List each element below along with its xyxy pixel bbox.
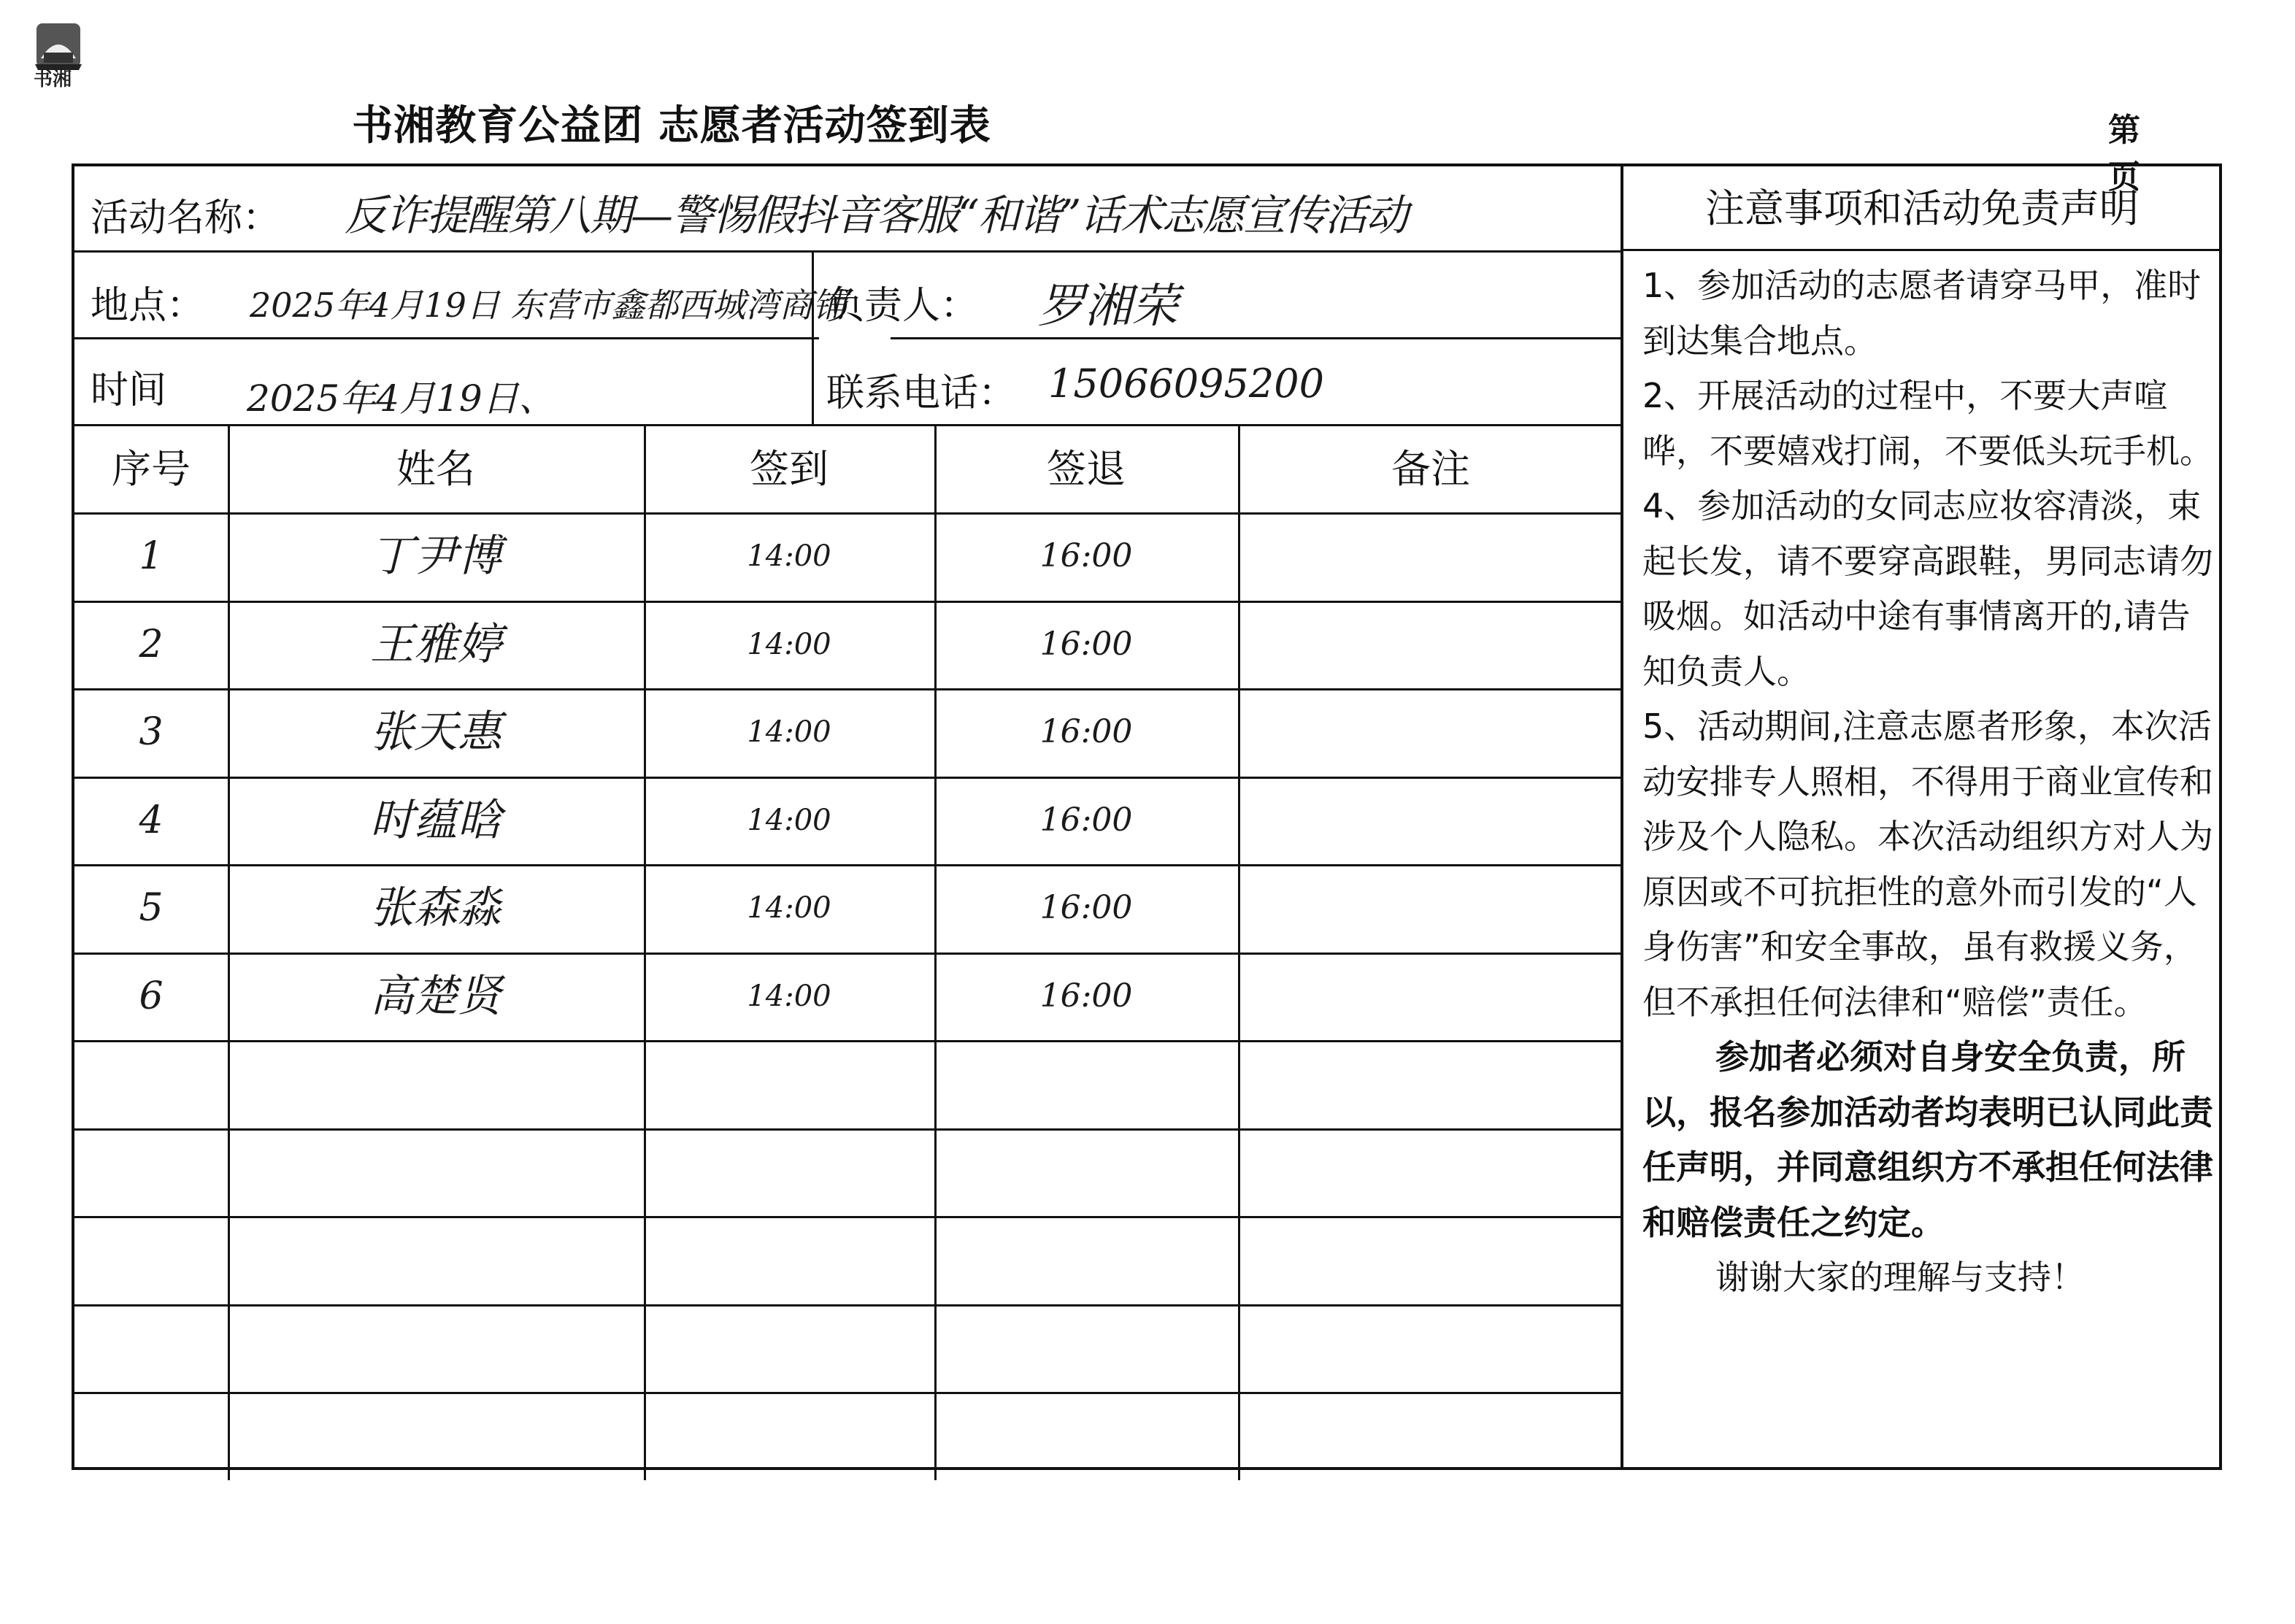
thanks-text: 谢谢大家的理解与支持！ xyxy=(1715,1258,2085,1297)
sign-out-time xyxy=(934,1128,1238,1217)
volunteer-name: 张天惠 xyxy=(370,707,501,758)
phone-divider xyxy=(812,339,814,426)
volunteer-name xyxy=(228,1392,644,1480)
sign-out-time: 16:00 xyxy=(1039,889,1133,926)
sign-in-time: 14:00 xyxy=(747,891,831,925)
volunteer-name: 丁尹博 xyxy=(370,531,501,582)
activity-name-label: 活动名称： xyxy=(91,196,281,240)
leader-divider xyxy=(812,253,814,339)
row-number: 2 xyxy=(139,622,164,666)
row-number: 5 xyxy=(139,886,164,930)
sign-in-time xyxy=(644,1040,934,1128)
time-label: 时间 xyxy=(91,369,167,412)
volunteer-name: 高楚贤 xyxy=(370,970,501,1022)
leader-value: 罗湘荣 xyxy=(1038,280,1178,334)
phone-label: 联系电话： xyxy=(826,372,1017,415)
sign-in-time: 14:00 xyxy=(747,715,831,749)
row-note xyxy=(1238,1128,1623,1217)
sign-in-time xyxy=(644,1216,934,1304)
row-number: 4 xyxy=(139,798,164,842)
note-item-4: 4、参加活动的女同志应妆容清淡，束起长发，请不要穿高跟鞋，男同志请勿吸烟。如活动中途有事情离开的,请告知负责人。 xyxy=(1642,486,2213,691)
row-number xyxy=(74,1392,228,1480)
note-item-2: 2、开展活动的过程中，不要大声喧哗，不要嬉戏打闹，不要低头玩手机。 xyxy=(1642,376,2213,471)
sign-in-sheet xyxy=(72,163,2222,1470)
volunteer-name xyxy=(228,1128,644,1217)
sign-out-time: 16:00 xyxy=(1039,801,1133,839)
header-name: 姓名 xyxy=(396,446,475,492)
row-number xyxy=(74,1128,228,1217)
sign-in-time: 14:00 xyxy=(747,803,831,837)
row-note xyxy=(1238,1040,1623,1128)
activity-row xyxy=(74,166,1621,253)
sign-out-time xyxy=(934,1216,1238,1304)
sign-in-time: 14:00 xyxy=(747,539,831,573)
volunteer-name xyxy=(228,1304,644,1393)
time-row xyxy=(74,339,1621,426)
leader-label: 负责人： xyxy=(826,284,979,328)
sign-out-time: 16:00 xyxy=(1039,713,1133,750)
safety-statement: 参加者必须对自身安全负责，所以，报名参加活动者均表明已认同此责任声明，并同意组织方不承担任何法律和赔偿责任之约定。 xyxy=(1642,1037,2213,1242)
volunteer-name: 时蕴晗 xyxy=(370,794,501,846)
sign-out-time xyxy=(934,1304,1238,1393)
location-label: 地点： xyxy=(91,284,205,328)
notes-body xyxy=(1642,258,2219,1306)
logo-text: 书湘 xyxy=(34,69,72,91)
row-note xyxy=(1238,953,1623,1041)
row-note xyxy=(1238,1216,1623,1304)
row-note xyxy=(1238,601,1623,689)
row-number xyxy=(74,1040,228,1128)
page-number-label: 第 页 xyxy=(2108,112,2175,196)
row-number xyxy=(74,1216,228,1304)
time-value: 2025年4月19日、 xyxy=(247,377,556,420)
header-sign-in: 签到 xyxy=(750,446,829,492)
sign-in-time: 14:00 xyxy=(747,627,831,661)
row-number: 1 xyxy=(139,534,164,578)
page-title: 书湘教育公益团 志愿者活动签到表 xyxy=(352,102,991,150)
notes-panel xyxy=(1623,166,2221,1467)
row-note xyxy=(1238,864,1623,953)
header-no: 序号 xyxy=(112,446,191,492)
row-note xyxy=(1238,512,1623,601)
phone-value: 15066095200 xyxy=(1048,361,1324,407)
note-item-5: 5、活动期间,注意志愿者形象，本次活动安排专人照相，不得用于商业宣传和涉及个人隐私。本次活动组织方对人为原因或不可抗拒性的意外而引发的“人身伤害”和安全事故，虽有救援义务，但不承担任何法律和“赔偿”责任。 xyxy=(1642,707,2213,1022)
row-note xyxy=(1238,1392,1623,1480)
row-number: 6 xyxy=(139,974,164,1018)
notes-title: 注意事项和活动免责声明 xyxy=(1623,166,2221,251)
volunteer-name xyxy=(228,1216,644,1304)
note-item-1: 1、参加活动的志愿者请穿马甲，准时到达集合地点。 xyxy=(1642,266,2202,361)
sign-in-time: 14:00 xyxy=(747,979,831,1013)
sign-in-time xyxy=(644,1392,934,1480)
sign-out-time xyxy=(934,1040,1238,1128)
volunteer-name: 张森淼 xyxy=(370,882,501,934)
volunteer-name: 王雅婷 xyxy=(370,618,501,670)
activity-name-value: 反诈提醒第八期—警惕假抖音客服“和谐”话术志愿宣传活动 xyxy=(345,191,1407,240)
row-number: 3 xyxy=(139,710,164,754)
sign-out-time: 16:00 xyxy=(1039,537,1133,574)
row-number xyxy=(74,1304,228,1393)
sign-out-time: 16:00 xyxy=(1039,625,1133,663)
row-note xyxy=(1238,688,1623,777)
volunteer-name xyxy=(228,1040,644,1128)
sign-in-form xyxy=(74,166,1623,1467)
sign-out-time xyxy=(934,1392,1238,1480)
header-note: 备注 xyxy=(1391,446,1470,492)
row-note xyxy=(1238,1304,1623,1393)
location-value: 2025年4月19日 东营市鑫都西城湾商铺 xyxy=(250,285,847,325)
sign-in-time xyxy=(644,1128,934,1217)
sign-in-time xyxy=(644,1304,934,1393)
sign-out-time: 16:00 xyxy=(1039,977,1133,1015)
header-sign-out: 签退 xyxy=(1047,446,1126,492)
row-note xyxy=(1238,777,1623,865)
